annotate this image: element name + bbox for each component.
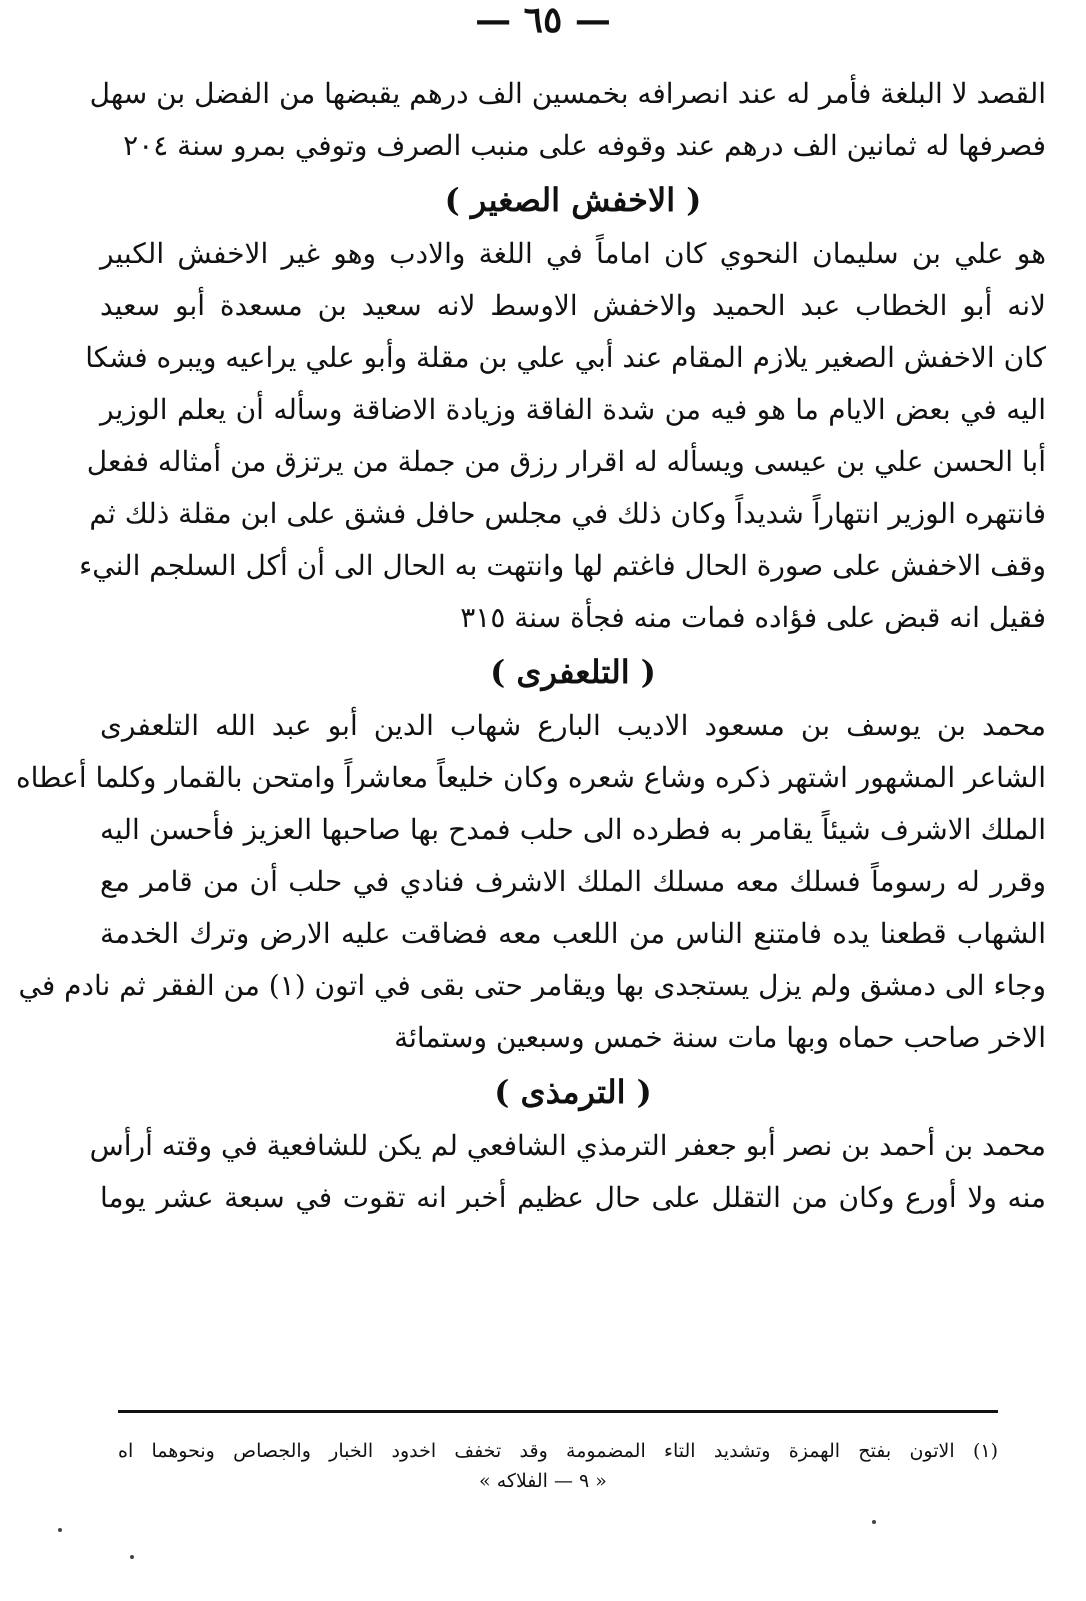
section-heading-tirmidhi: ( الترمذى ) [494,1073,652,1111]
footnote: (١) الاتون بفتح الهمزة وتشديد التاء المضمومة وقد تخفف اخدود الخبار والجصاص ونحوهما اه [118,1440,998,1462]
text-line: الملك الاشرف شيئاً يقامر به فطرده الى حلب فمدح بها صاحبها العزيز فأحسن اليه [100,813,1046,846]
section-heading-talafari: ( التلعفرى ) [490,653,656,691]
text-line: وقرر له رسوماً فسلك معه مسلك الملك الاشرف فنادي في حلب أن من قامر مع [100,865,1046,898]
text-line: وقف الاخفش على صورة الحال فاغتم لها وانتهت به الحال الى أن أكل السلجم النيء [79,549,1046,582]
text-line: اليه في بعض الايام ما هو فيه من شدة الفاقة وزيادة الاضاقة وسأله أن يعلم الوزير [100,393,1046,426]
text-line: لانه أبو الخطاب عبد الحميد والاخفش الاوسط لانه سعيد بن مسعدة أبو سعيد [100,289,1046,322]
text-line: وجاء الى دمشق ولم يزل يستجدى بها ويقامر حتى بقى في اتون (١) من الفقر ثم نادم في [18,969,1046,1002]
text-line: منه ولا أورع وكان من التقلل على حال عظيم أخبر انه تقوت في سبعة عشر يوما [100,1181,1046,1214]
signature-mark: « ٩ — الفلاكه » [479,1470,607,1492]
text-line: الشهاب قطعنا يده فامتنع الناس من اللعب معه فضاقت عليه الارض وترك الخدمة [100,917,1046,950]
text-line: الاخر صاحب حماه وبها مات سنة خمس وسبعين وستمائة [394,1021,1046,1054]
text-line: القصد لا البلغة فأمر له عند انصرافه بخمسين الف درهم يقبضها من الفضل بن سهل [89,77,1046,110]
text-line: فقيل انه قبض على فؤاده فمات منه فجأة سنة ٣١٥ [460,601,1046,634]
text-line: محمد بن أحمد بن نصر أبو جعفر الترمذي الشافعي لم يكن للشافعية في وقته أرأس [89,1129,1046,1162]
page-number: — ٦٥ — [475,0,611,41]
section-heading-akhfash: ( الاخفش الصغير ) [444,181,702,219]
text-line: كان الاخفش الصغير يلازم المقام عند أبي علي بن مقلة وأبو علي يراعيه ويبره فشكا [85,341,1046,374]
text-line: الشاعر المشهور اشتهر ذكره وشاع شعره وكان خليعاً معاشراً وامتحن بالقمار وكلما أعطاه [15,761,1046,794]
text-line: هو علي بن سليمان النحوي كان اماماً في اللغة والادب وهو غير الاخفش الكبير [100,237,1046,270]
footnote-divider [118,1410,998,1413]
text-line: أبا الحسن علي بن عيسى ويسأله له اقرار رزق من جملة من يرتزق من أمثاله ففعل [86,445,1046,478]
scan-speck [58,1528,62,1532]
scan-speck [872,1520,876,1524]
main-text [15,68,1046,1224]
text-line: محمد بن يوسف بن مسعود الاديب البارع شهاب الدين أبو عبد الله التلعفرى [100,709,1046,742]
scan-speck [130,1555,134,1559]
text-line: فانتهره الوزير انتهاراً شديداً وكان ذلك في مجلس حافل فشق على ابن مقلة ذلك ثم [89,497,1046,530]
text-line: فصرفها له ثمانين الف درهم عند وقوفه على منبب الصرف وتوفي بمرو سنة ٢٠٤ [123,129,1046,162]
